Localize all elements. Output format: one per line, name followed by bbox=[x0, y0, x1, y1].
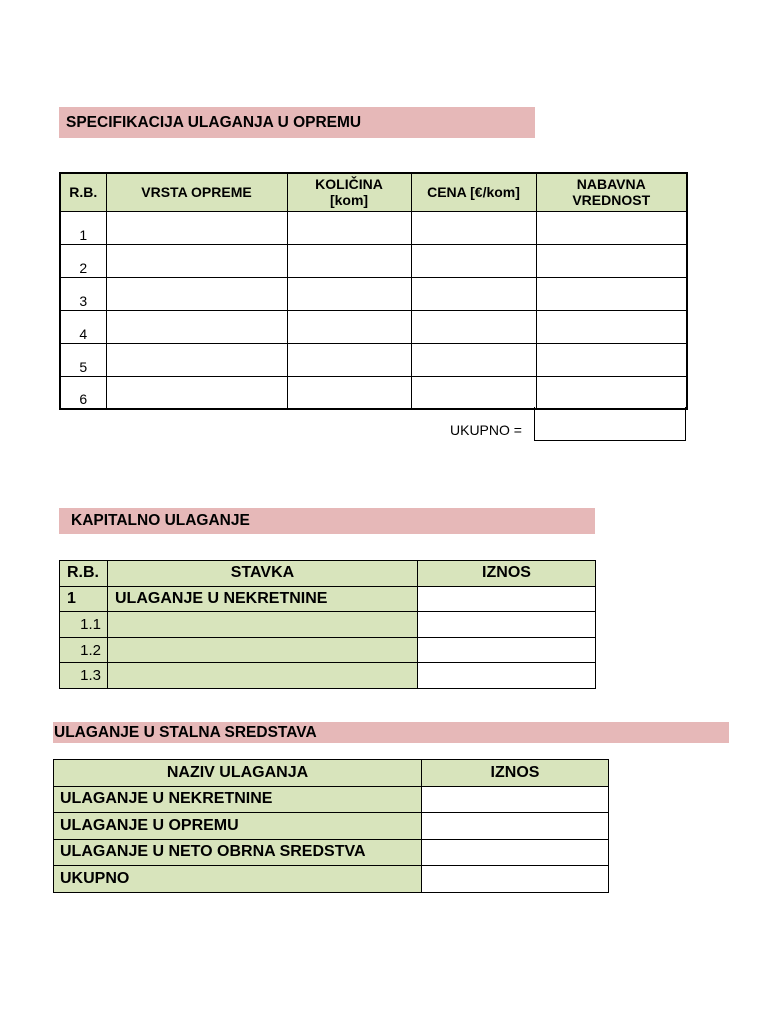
table-header-row bbox=[60, 561, 596, 587]
cell-iznos[interactable] bbox=[418, 637, 596, 663]
row-number: 1.1 bbox=[60, 612, 108, 638]
cell-vrsta-opreme[interactable] bbox=[106, 343, 287, 376]
cell-kolicina[interactable] bbox=[287, 244, 411, 277]
total-value-cell[interactable] bbox=[534, 407, 686, 441]
cell-iznos[interactable] bbox=[418, 663, 596, 689]
header-cena: CENA [€/kom] bbox=[411, 173, 536, 211]
row-number: 4 bbox=[60, 310, 106, 343]
table-row bbox=[54, 813, 609, 840]
table-header-row bbox=[54, 760, 609, 787]
cell-cena[interactable] bbox=[411, 343, 536, 376]
header-naziv-ulaganja: NAZIV ULAGANJA bbox=[54, 760, 422, 787]
cell-kolicina[interactable] bbox=[287, 376, 411, 409]
cell-kolicina[interactable] bbox=[287, 277, 411, 310]
cell-stavka[interactable] bbox=[108, 637, 418, 663]
cell-cena[interactable] bbox=[411, 376, 536, 409]
table-row bbox=[54, 866, 609, 893]
cell-vrsta-opreme[interactable] bbox=[106, 277, 287, 310]
row-number: 1 bbox=[60, 586, 108, 612]
row-label: ULAGANJE U NETO OBRNA SREDSTVA bbox=[54, 839, 422, 866]
fixed-assets-table bbox=[53, 759, 609, 893]
row-label: ULAGANJE U OPREMU bbox=[54, 813, 422, 840]
cell-cena[interactable] bbox=[411, 211, 536, 244]
row-number: 2 bbox=[60, 244, 106, 277]
cell-cena[interactable] bbox=[411, 277, 536, 310]
header-vrsta-opreme: VRSTA OPREME bbox=[106, 173, 287, 211]
header-rb: R.B. bbox=[60, 173, 106, 211]
cell-vrsta-opreme[interactable] bbox=[106, 376, 287, 409]
cell-cena[interactable] bbox=[411, 310, 536, 343]
table-row bbox=[54, 839, 609, 866]
cell-iznos[interactable] bbox=[422, 813, 609, 840]
header-iznos: IZNOS bbox=[422, 760, 609, 787]
table-row bbox=[60, 211, 687, 244]
cell-nabavna-vrednost[interactable] bbox=[536, 310, 687, 343]
table-header-row bbox=[60, 173, 687, 211]
cell-vrsta-opreme[interactable] bbox=[106, 244, 287, 277]
row-number: 1 bbox=[60, 211, 106, 244]
header-rb: R.B. bbox=[60, 561, 108, 587]
header-kolicina-line1: KOLIČINA bbox=[315, 176, 383, 193]
cell-stavka[interactable] bbox=[108, 663, 418, 689]
cell-iznos[interactable] bbox=[418, 586, 596, 612]
cell-iznos[interactable] bbox=[422, 786, 609, 813]
cell-vrsta-opreme[interactable] bbox=[106, 211, 287, 244]
header-iznos: IZNOS bbox=[418, 561, 596, 587]
table-row bbox=[60, 637, 596, 663]
section-title-stalna-sredstva bbox=[53, 722, 729, 743]
header-stavka: STAVKA bbox=[108, 561, 418, 587]
header-nabavna-vrednost bbox=[536, 173, 687, 211]
row-number: 1.2 bbox=[60, 637, 108, 663]
cell-nabavna-vrednost[interactable] bbox=[536, 211, 687, 244]
cell-kolicina[interactable] bbox=[287, 211, 411, 244]
table-row bbox=[60, 244, 687, 277]
cell-kolicina[interactable] bbox=[287, 310, 411, 343]
total-label: UKUPNO = bbox=[450, 422, 522, 438]
cell-vrsta-opreme[interactable] bbox=[106, 310, 287, 343]
cell-iznos[interactable] bbox=[422, 866, 609, 893]
table-row bbox=[60, 376, 687, 409]
table-row bbox=[60, 310, 687, 343]
cell-nabavna-vrednost[interactable] bbox=[536, 376, 687, 409]
header-nabavna-line2: VREDNOST bbox=[572, 192, 651, 209]
cell-iznos[interactable] bbox=[418, 612, 596, 638]
header-kolicina-line2: [kom] bbox=[329, 192, 369, 209]
table-row bbox=[60, 663, 596, 689]
table-row bbox=[60, 277, 687, 310]
table-row bbox=[60, 343, 687, 376]
row-number: 6 bbox=[60, 376, 106, 409]
cell-iznos[interactable] bbox=[422, 839, 609, 866]
table-row bbox=[60, 612, 596, 638]
row-number: 1.3 bbox=[60, 663, 108, 689]
cell-cena[interactable] bbox=[411, 244, 536, 277]
section-title-text: SPECIFIKACIJA ULAGANJA U OPREMU bbox=[66, 113, 362, 131]
equipment-spec-table bbox=[59, 172, 688, 410]
row-label: ULAGANJE U NEKRETNINE bbox=[108, 586, 418, 612]
row-number: 3 bbox=[60, 277, 106, 310]
capital-investment-table bbox=[59, 560, 596, 689]
row-label: ULAGANJE U NEKRETNINE bbox=[54, 786, 422, 813]
row-label: UKUPNO bbox=[54, 866, 422, 893]
section-title-text: ULAGANJE U STALNA SREDSTAVA bbox=[54, 723, 317, 741]
row-number: 5 bbox=[60, 343, 106, 376]
cell-nabavna-vrednost[interactable] bbox=[536, 244, 687, 277]
cell-nabavna-vrednost[interactable] bbox=[536, 277, 687, 310]
header-nabavna-line1: NABAVNA bbox=[576, 176, 646, 193]
section-title-specifikacija bbox=[59, 107, 535, 138]
header-kolicina bbox=[287, 173, 411, 211]
cell-stavka[interactable] bbox=[108, 612, 418, 638]
cell-kolicina[interactable] bbox=[287, 343, 411, 376]
table-row bbox=[60, 586, 596, 612]
table-row bbox=[54, 786, 609, 813]
section-title-text: KAPITALNO ULAGANJE bbox=[71, 512, 250, 529]
section-title-kapitalno bbox=[59, 508, 595, 534]
cell-nabavna-vrednost[interactable] bbox=[536, 343, 687, 376]
